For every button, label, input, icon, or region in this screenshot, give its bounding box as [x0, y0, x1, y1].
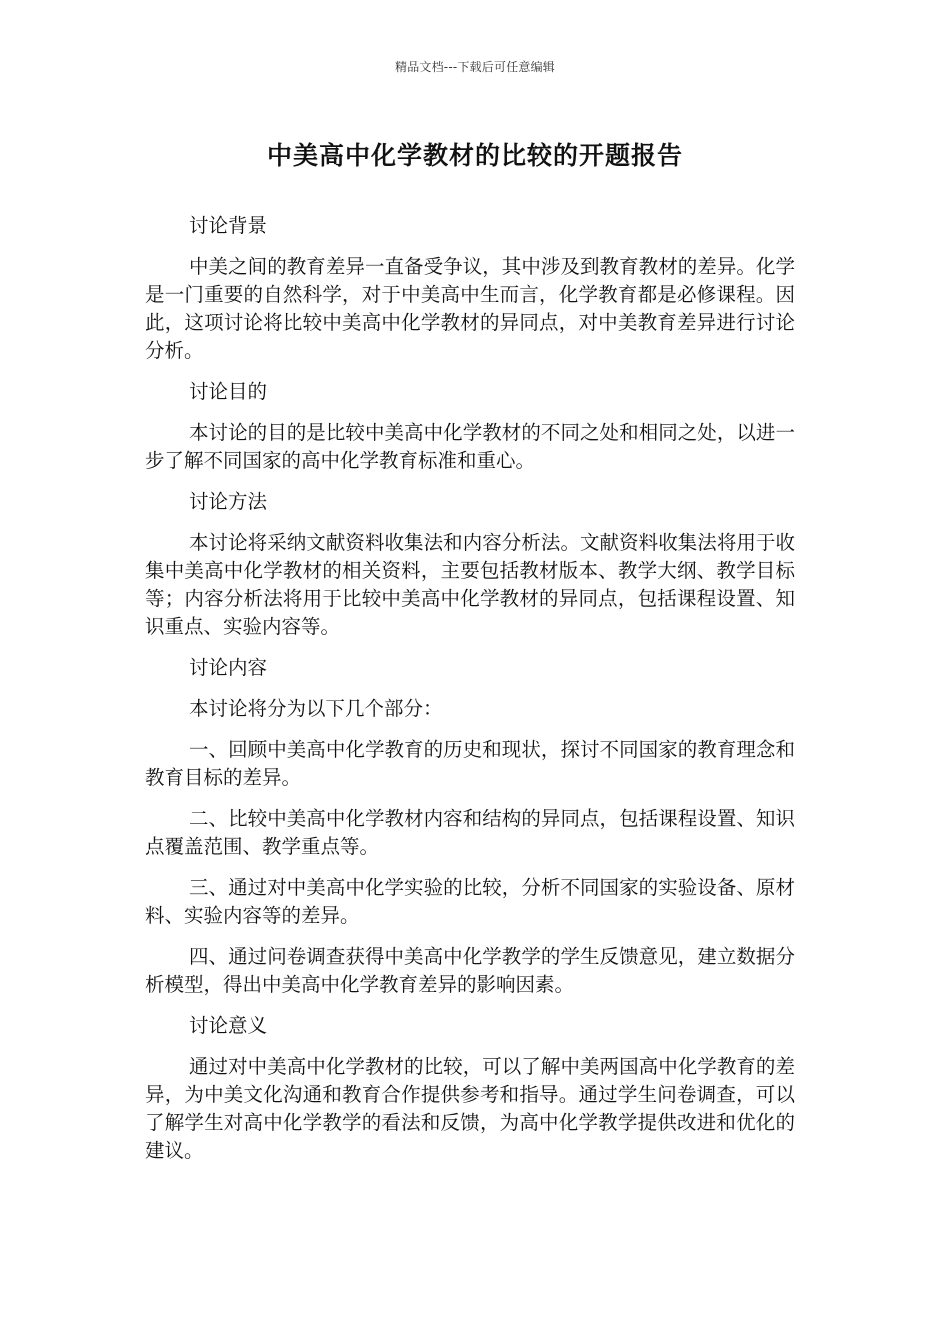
content-item-3: 三、通过对中美高中化学实验的比较，分析不同国家的实验设备、原材料、实验内容等的差异。: [145, 876, 795, 927]
section-heading-content: 讨论内容: [189, 656, 268, 679]
section-heading-significance: 讨论意义: [189, 1014, 268, 1037]
document-title: 中美高中化学教材的比较的开题报告: [266, 141, 683, 170]
document-body: [145, 212, 795, 1178]
content-item-2: 二、比较中美高中化学教材内容和结构的异同点，包括课程设置、知识点覆盖范围、教学重点等。: [145, 807, 795, 858]
section-heading-method: 讨论方法: [189, 490, 268, 513]
paragraph-background: 中美之间的教育差异一直备受争议，其中涉及到教育教材的差异。化学是一门重要的自然科学，对于中美高中生而言，化学教育都是必修课程。因此，这项讨论将比较中美高中化学教材的异同点，对中美教育差异进行讨论分析。: [145, 255, 795, 362]
content-item-4: 四、通过问卷调查获得中美高中化学教学的学生反馈意见，建立数据分析模型，得出中美高中化学教育差异的影响因素。: [145, 945, 795, 996]
section-heading-purpose: 讨论目的: [189, 380, 268, 403]
paragraph-method: 本讨论将采纳文献资料收集法和内容分析法。文献资料收集法将用于收集中美高中化学教材的相关资料，主要包括教材版本、教学大纲、教学目标等；内容分析法将用于比较中美高中化学教材的异同点，包括课程设置、知识重点、实验内容等。: [145, 531, 795, 638]
content-intro: 本讨论将分为以下几个部分：: [189, 697, 443, 720]
content-item-1: 一、回顾中美高中化学教育的历史和现状，探讨不同国家的教育理念和教育目标的差异。: [145, 738, 795, 789]
header-note: 精品文档---下载后可任意编辑: [395, 60, 555, 74]
paragraph-purpose: 本讨论的目的是比较中美高中化学教材的不同之处和相同之处，以进一步了解不同国家的高中化学教育标准和重心。: [145, 421, 795, 472]
section-heading-background: 讨论背景: [189, 214, 268, 237]
paragraph-significance: 通过对中美高中化学教材的比较，可以了解中美两国高中化学教育的差异，为中美文化沟通和教育合作提供参考和指导。通过学生问卷调查，可以了解学生对高中化学教学的看法和反馈，为高中化学教学提供改进和优化的建议。: [145, 1055, 795, 1162]
